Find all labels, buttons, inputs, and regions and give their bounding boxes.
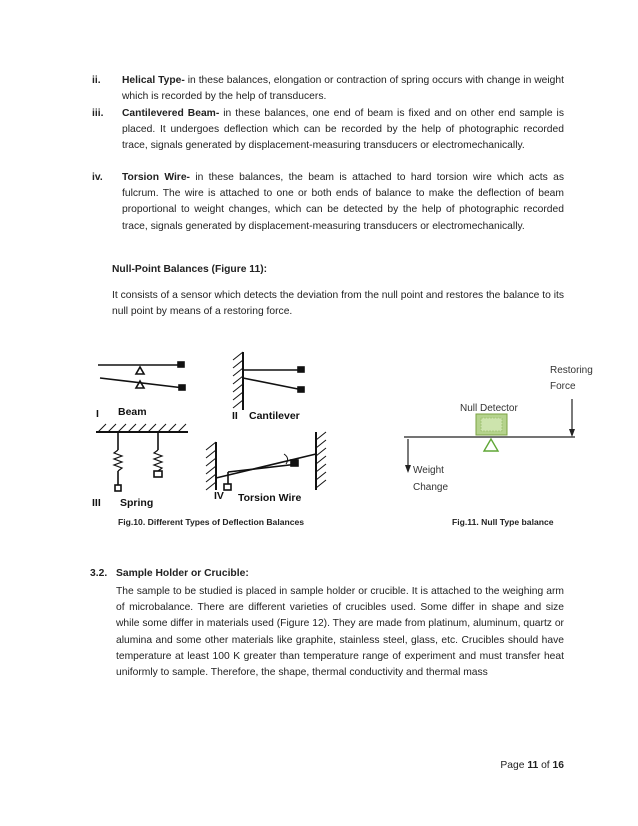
label-torsion-number: IV [214,490,224,502]
section-paragraph: The sample to be studied is placed in sample holder or crucible. It is attached to the weighing arm of microbalance. There are different varieties of crucibles used. Some differ in shape and size while some differ in materials used (Figure 12). They are made from platinum, aluminum, quartz or alumina and some other materials like graphite, stainless steel, glass, etc. Crucibles should have temperature at least 100 K greater than temperature range of experiment and must transfer heat uniformly to sample. Therefore, the shape, thermal conductivity and thermal mass [116,586,564,679]
label-null-detector: Null Detector [460,403,518,414]
label-weight: Weight [413,465,444,476]
list-text: in these balances, elongation or contraction of spring occurs with change in weight which is recorded by the help of transducers. [122,75,564,103]
list-body [122,73,564,105]
list-number: ii. [92,75,101,86]
term-torsion: Torsion Wire- [122,172,190,183]
page-footer [500,760,564,771]
list-item-helical [92,73,564,105]
list-text: in these balances, the beam is attached to hard torsion wire which acts as fulcrum. The wire is attached to one or both ends of balance to make the deflection of beam proportional to weight changes, which can be detected by the help of photographic recorded trace, signals generated by displacement-measuring transducers or electromechanically. [122,172,564,232]
list-body [122,106,564,155]
null-point-paragraph: It consists of a sensor which detects the deviation from the null point and restores the balance to its null point by means of a restoring force. [112,290,564,318]
list-item-torsion [92,170,564,235]
fig10-caption: Fig.10. Different Types of Deflection Balances [118,517,305,527]
list-item-cantilevered [92,106,564,155]
fig11-caption: Fig.11. Null Type balance [452,517,554,527]
label-spring-number: III [92,497,101,509]
term-helical: Helical Type- [122,75,185,86]
list-number: iv. [92,172,103,183]
label-beam-number: I [96,408,99,420]
list-body [122,170,564,235]
label-cantilever: Cantilever [249,410,300,422]
label-force: Force [550,381,576,392]
footer-total: 16 [552,760,564,771]
label-torsion-wire: Torsion Wire [238,492,302,504]
null-point-heading: Null-Point Balances (Figure 11): [112,264,268,275]
list-text: in these balances, one end of beam is fixed and on other end sample is placed. It undergoes deflection which can be recorded by the help of photographic recorded trace, signals generated by displacement-measuring transducers or electromechanically. [122,108,564,152]
label-restoring: Restoring [550,365,593,376]
footer-page: 11 [527,760,539,771]
section-heading: Sample Holder or Crucible: [116,568,249,579]
label-cantilever-number: II [232,410,238,422]
label-spring: Spring [120,497,154,509]
footer-prefix: Page [500,760,528,771]
footer-middle: of [538,760,553,771]
section-number: 3.2. [90,568,108,579]
label-beam: Beam [118,406,147,418]
list-number: iii. [92,108,104,119]
term-cantilevered: Cantilevered Beam- [122,108,220,119]
label-change: Change [413,482,449,493]
